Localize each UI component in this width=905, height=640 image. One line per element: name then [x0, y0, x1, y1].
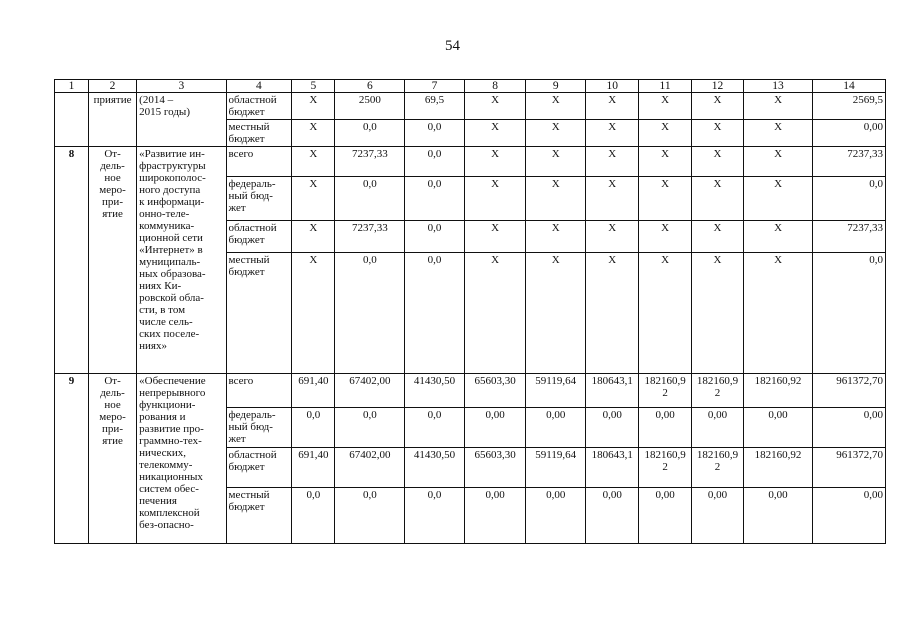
value-cell: 0,0 — [292, 408, 335, 448]
value-cell: Х — [292, 147, 335, 177]
value-cell: Х — [744, 93, 813, 120]
measure-name: «Обеспечение непрерывного функциони- рования и развитие про- граммно-тех- нических, телекомму- никационных систем обес- печения комплексной без-опасно- — [137, 374, 226, 544]
funding-source: всего — [226, 147, 292, 177]
value-cell: Х — [691, 120, 743, 147]
column-header-7: 7 — [405, 80, 465, 93]
column-header-13: 13 — [744, 80, 813, 93]
value-cell: Х — [639, 147, 691, 177]
table-body — [55, 93, 886, 544]
row-number: 8 — [55, 147, 89, 374]
value-cell: 0,00 — [812, 408, 885, 448]
value-cell: Х — [639, 253, 691, 374]
measure-type: От- дель- ное меро- при- ятие — [88, 374, 136, 544]
value-cell: Х — [292, 253, 335, 374]
value-cell: Х — [526, 147, 586, 177]
value-cell: 961372,70 — [812, 374, 885, 408]
value-cell: 41430,50 — [405, 374, 465, 408]
value-cell: 0,0 — [405, 408, 465, 448]
table-header — [55, 80, 886, 93]
value-cell: Х — [464, 177, 526, 221]
value-cell: Х — [639, 177, 691, 221]
value-cell: Х — [744, 253, 813, 374]
value-cell: 65603,30 — [464, 374, 526, 408]
value-cell: 0,0 — [335, 488, 405, 544]
value-cell: 7237,33 — [335, 147, 405, 177]
value-cell: 65603,30 — [464, 448, 526, 488]
value-cell: 0,0 — [335, 120, 405, 147]
value-cell: Х — [744, 147, 813, 177]
value-cell: Х — [744, 177, 813, 221]
value-cell: 0,0 — [405, 253, 465, 374]
value-cell: Х — [691, 93, 743, 120]
value-cell: Х — [526, 93, 586, 120]
value-cell: 0,0 — [812, 253, 885, 374]
value-cell: 0,0 — [335, 253, 405, 374]
value-cell: 182160,9 2 — [639, 448, 691, 488]
value-cell: Х — [526, 253, 586, 374]
value-cell: 0,00 — [585, 408, 638, 448]
value-cell: 0,00 — [744, 408, 813, 448]
value-cell: Х — [744, 120, 813, 147]
value-cell: 182160,9 2 — [639, 374, 691, 408]
value-cell: 0,00 — [691, 488, 743, 544]
value-cell: 0,0 — [405, 221, 465, 253]
value-cell: Х — [464, 120, 526, 147]
column-header-5: 5 — [292, 80, 335, 93]
table-row — [55, 374, 886, 408]
column-header-11: 11 — [639, 80, 691, 93]
value-cell: 0,0 — [292, 488, 335, 544]
row-number: 9 — [55, 374, 89, 544]
value-cell: Х — [639, 120, 691, 147]
value-cell: 59119,64 — [526, 374, 586, 408]
value-cell: 691,40 — [292, 448, 335, 488]
value-cell: Х — [691, 147, 743, 177]
value-cell: 59119,64 — [526, 448, 586, 488]
funding-source: областной бюджет — [226, 448, 292, 488]
value-cell: 182160,9 2 — [691, 374, 743, 408]
value-cell: Х — [464, 147, 526, 177]
value-cell: Х — [526, 177, 586, 221]
value-cell: Х — [585, 177, 638, 221]
value-cell: 180643,1 — [585, 374, 638, 408]
funding-source: всего — [226, 374, 292, 408]
value-cell: 0,0 — [335, 408, 405, 448]
value-cell: 2569,5 — [812, 93, 885, 120]
value-cell: Х — [292, 177, 335, 221]
value-cell: Х — [585, 120, 638, 147]
value-cell: 0,00 — [464, 408, 526, 448]
row-number — [55, 93, 89, 147]
table-row — [55, 147, 886, 177]
value-cell: 0,00 — [464, 488, 526, 544]
measure-name: «Развитие ин- фраструктуры широкополос- ного доступа к информаци- онно-теле- коммуника- ционной сети «Интернет» в муниципаль- ных образова- ниях Ки- ровской обла- сти, в том числе сель- ских поселе- ниях» — [137, 147, 226, 374]
value-cell: Х — [585, 93, 638, 120]
funding-source: местный бюджет — [226, 253, 292, 374]
value-cell: 0,00 — [812, 120, 885, 147]
value-cell: Х — [292, 221, 335, 253]
column-header-8: 8 — [464, 80, 526, 93]
value-cell: Х — [585, 253, 638, 374]
value-cell: Х — [639, 221, 691, 253]
column-header-12: 12 — [691, 80, 743, 93]
value-cell: Х — [526, 120, 586, 147]
table-row — [55, 93, 886, 120]
funding-source: местный бюджет — [226, 120, 292, 147]
value-cell: Х — [691, 253, 743, 374]
value-cell: 7237,33 — [812, 221, 885, 253]
funding-source: местный бюджет — [226, 488, 292, 544]
measure-name: (2014 – 2015 годы) — [137, 93, 226, 147]
value-cell: 2500 — [335, 93, 405, 120]
value-cell: 182160,92 — [744, 374, 813, 408]
value-cell: 0,00 — [812, 488, 885, 544]
page-number: 54 — [445, 38, 460, 54]
funding-source: областной бюджет — [226, 221, 292, 253]
column-header-4: 4 — [226, 80, 292, 93]
value-cell: 0,0 — [405, 488, 465, 544]
value-cell: 41430,50 — [405, 448, 465, 488]
value-cell: 69,5 — [405, 93, 465, 120]
measure-type: приятие — [88, 93, 136, 147]
value-cell: Х — [691, 177, 743, 221]
value-cell: Х — [526, 221, 586, 253]
value-cell: 0,0 — [335, 177, 405, 221]
value-cell: 0,00 — [526, 408, 586, 448]
value-cell: 0,00 — [639, 408, 691, 448]
value-cell: 0,00 — [585, 488, 638, 544]
value-cell: Х — [292, 93, 335, 120]
value-cell: 180643,1 — [585, 448, 638, 488]
column-header-2: 2 — [88, 80, 136, 93]
value-cell: Х — [585, 147, 638, 177]
funding-source: федераль- ный бюд- жет — [226, 177, 292, 221]
value-cell: 0,0 — [405, 120, 465, 147]
value-cell: Х — [639, 93, 691, 120]
value-cell: Х — [585, 221, 638, 253]
value-cell: 0,00 — [639, 488, 691, 544]
column-header-9: 9 — [526, 80, 586, 93]
measure-type: От- дель- ное меро- при- ятие — [88, 147, 136, 374]
value-cell: Х — [292, 120, 335, 147]
budget-table — [54, 79, 886, 544]
value-cell: 0,0 — [812, 177, 885, 221]
column-header-1: 1 — [55, 80, 89, 93]
funding-source: федераль- ный бюд- жет — [226, 408, 292, 448]
column-header-6: 6 — [335, 80, 405, 93]
value-cell: Х — [691, 221, 743, 253]
value-cell: Х — [464, 93, 526, 120]
value-cell: Х — [744, 221, 813, 253]
value-cell: 961372,70 — [812, 448, 885, 488]
value-cell: 0,0 — [405, 177, 465, 221]
value-cell: 0,0 — [405, 147, 465, 177]
value-cell: 7237,33 — [812, 147, 885, 177]
column-header-14: 14 — [812, 80, 885, 93]
value-cell: 0,00 — [691, 408, 743, 448]
column-header-10: 10 — [585, 80, 638, 93]
value-cell: 7237,33 — [335, 221, 405, 253]
value-cell: Х — [464, 253, 526, 374]
value-cell: 182160,92 — [744, 448, 813, 488]
value-cell: Х — [464, 221, 526, 253]
value-cell: 67402,00 — [335, 448, 405, 488]
value-cell: 67402,00 — [335, 374, 405, 408]
value-cell: 182160,9 2 — [691, 448, 743, 488]
value-cell: 691,40 — [292, 374, 335, 408]
value-cell: 0,00 — [744, 488, 813, 544]
column-header-3: 3 — [137, 80, 226, 93]
value-cell: 0,00 — [526, 488, 586, 544]
funding-source: областной бюджет — [226, 93, 292, 120]
header-row — [55, 80, 886, 93]
